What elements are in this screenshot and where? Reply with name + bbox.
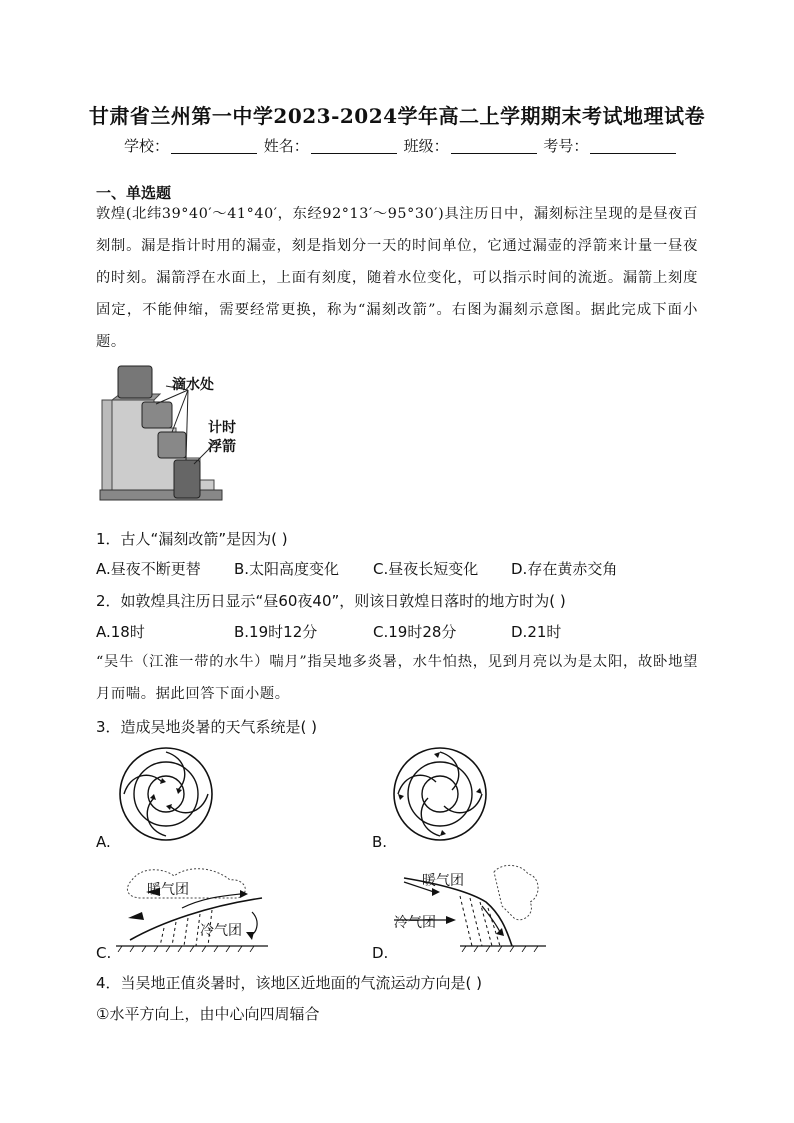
- diagram-c-front: [112, 862, 272, 952]
- diagram-d-warm-label: 暖气团: [422, 873, 464, 889]
- q1-option-d[interactable]: D.存在黄赤交角: [511, 560, 618, 578]
- passage-water-clock: 敦煌(北纬39°40′～41°40′，东经92°13′～95°30′)具注历日中，漏刻标注呈现的是昼夜百刻制。漏是指计时用的漏壶，刻是指划分一天的时间单位，它通过漏壶的浮箭来计量一昼夜的时刻。漏箭浮在水面上，上面有刻度，随着水位变化，可以指示时间的流逝。漏箭上刻度固定，不能伸缩，需要经常更换，称为“漏刻改箭”。右图为漏刻示意图。据此完成下面小题。: [96, 206, 698, 350]
- class-label: 班级：: [403, 137, 449, 155]
- q1-option-a[interactable]: A.昼夜不断更替: [96, 560, 201, 578]
- name-label: 姓名：: [263, 137, 309, 155]
- q3-option-a[interactable]: A.: [96, 833, 111, 851]
- q3-option-c[interactable]: C.: [96, 944, 112, 962]
- passage-wu-ox: “吴牛（江淮一带的水牛）喘月”指吴地多炎暑，水牛怕热，见到月亮以为是太阳，故卧地望月而喘。据此回答下面小题。: [96, 654, 698, 702]
- q3-option-b[interactable]: B.: [372, 833, 388, 851]
- q1-option-c[interactable]: C.昼夜长短变化: [373, 560, 479, 578]
- school-blank[interactable]: [171, 153, 257, 154]
- diagram-c-warm-label: 暖气团: [147, 882, 189, 898]
- section-heading: 一、单选题: [96, 184, 172, 202]
- name-blank[interactable]: [311, 153, 397, 154]
- q2-option-d[interactable]: D.21时: [511, 623, 562, 641]
- question-4-stem: 4．当吴地正值炎暑时，该地区近地面的气流运动方向是( ): [96, 974, 483, 992]
- diagram-d-cold-label: 冷气团: [394, 915, 436, 931]
- label-drip-point: 滴水处: [172, 377, 214, 393]
- school-label: 学校：: [124, 137, 170, 155]
- label-timing: 计时: [208, 420, 236, 436]
- question-3-stem: 3．造成吴地炎暑的天气系统是( ): [96, 718, 318, 736]
- question-1-stem: 1．古人“漏刻改箭”是因为( ): [96, 530, 288, 548]
- number-blank[interactable]: [590, 153, 676, 154]
- q2-option-c[interactable]: C.19时28分: [373, 623, 457, 641]
- exam-title: 甘肃省兰州第一中学2023-2024学年高二上学期期末考试地理试卷: [88, 104, 706, 128]
- question-2-stem: 2．如敦煌具注历日显示“昼60夜40”，则该日敦煌日落时的地方时为( ): [96, 592, 566, 610]
- diagram-d-front: [390, 862, 550, 952]
- number-label: 考号：: [543, 137, 589, 155]
- student-info-line: [124, 135, 678, 156]
- label-float-arrow: 浮箭: [208, 439, 236, 455]
- diagram-c-cold-label: 冷气团: [200, 923, 242, 939]
- q4-item-1: ①水平方向上，由中心向四周辐合: [96, 1005, 320, 1023]
- diagram-a-pressure-system: [116, 744, 216, 844]
- class-blank[interactable]: [451, 153, 537, 154]
- diagram-b-pressure-system: [390, 744, 490, 844]
- q1-option-b[interactable]: B.太阳高度变化: [234, 560, 340, 578]
- q2-option-a[interactable]: A.18时: [96, 623, 145, 641]
- q2-option-b[interactable]: B.19时12分: [234, 623, 318, 641]
- q3-option-d[interactable]: D.: [372, 944, 389, 962]
